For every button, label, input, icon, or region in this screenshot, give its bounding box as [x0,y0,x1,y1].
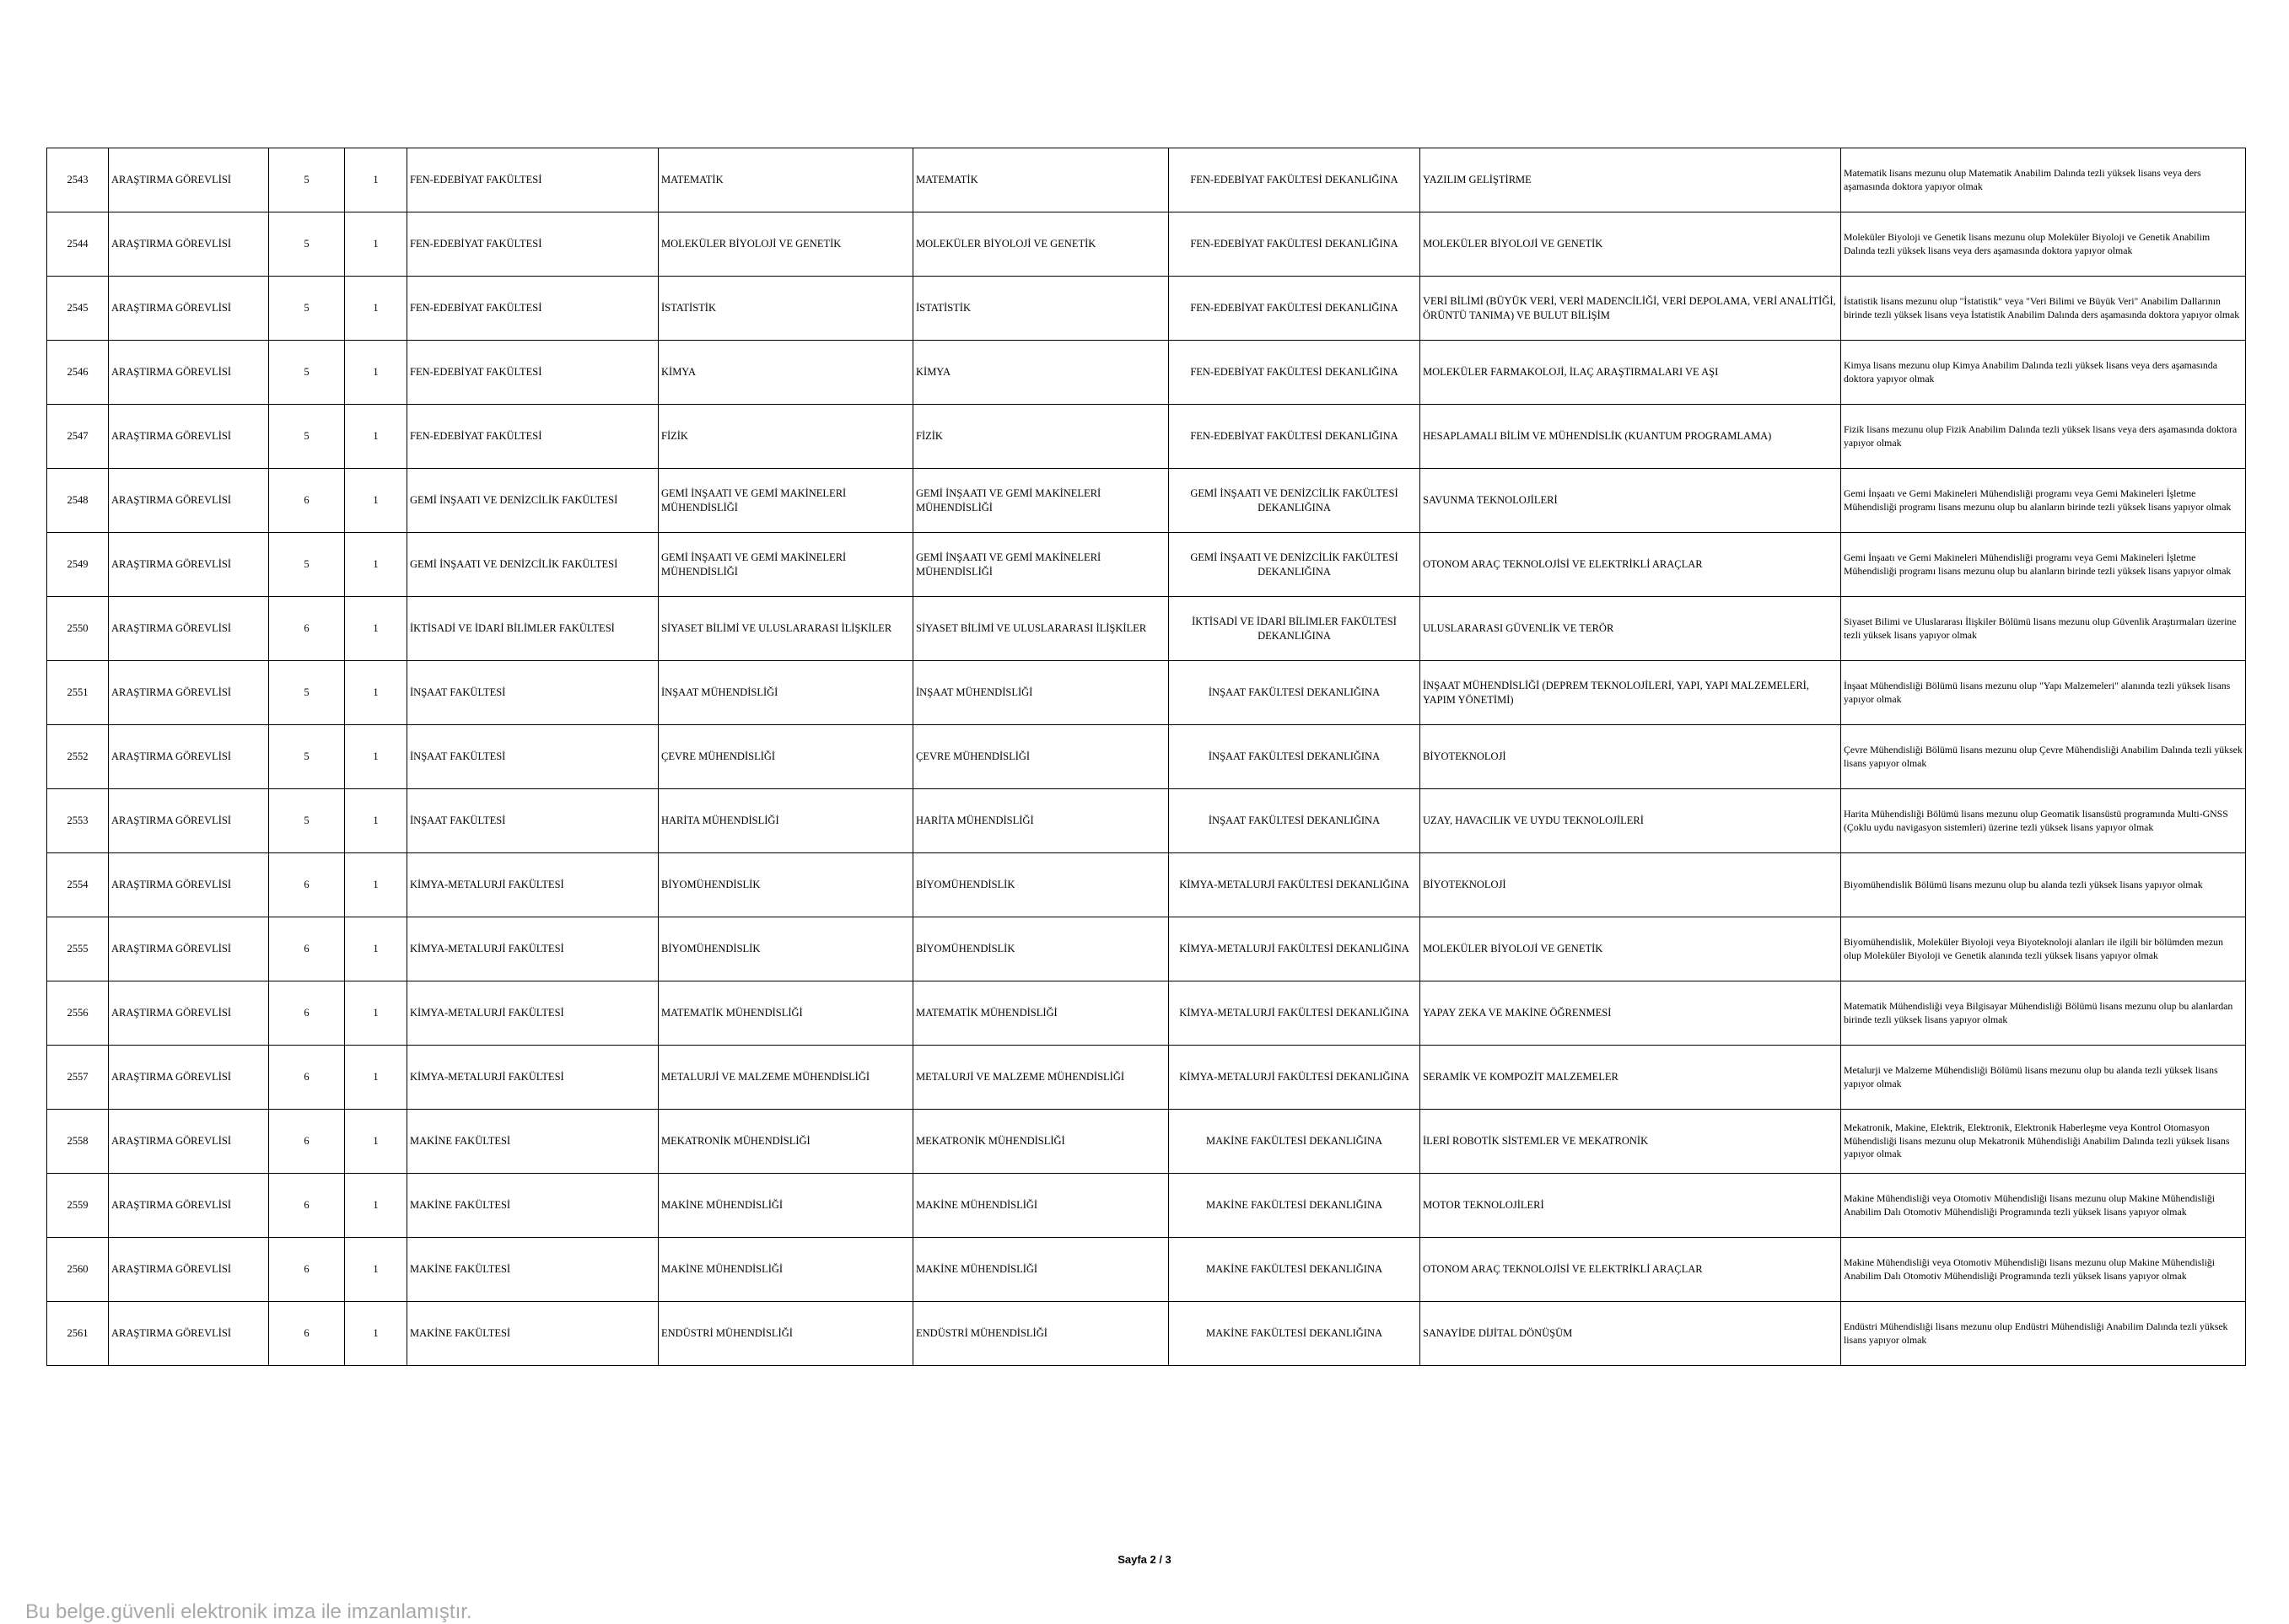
table-body [47,148,2246,1366]
cell-aciklama: İstatistik lisans mezunu olup "İstatistik" veya "Veri Bilimi ve Büyük Veri" Anabilim Dallarının birinde tezli yüksek lisans veya İstatistik Anabilim Dalında ders aşamasında doktora yapıyor olmak [1841,277,2246,341]
cell-ilan-no: 2546 [47,341,109,405]
cell-kadro-unvani: ARAŞTIRMA GÖREVLİSİ [109,1302,269,1366]
cell-ilan-no: 2544 [47,212,109,277]
cell-ilan-no: 2560 [47,1238,109,1302]
cell-adet: 1 [345,853,407,917]
cell-bolum: İNŞAAT MÜHENDİSLİĞİ [659,661,913,725]
cell-derece: 6 [269,1238,345,1302]
cell-adet: 1 [345,661,407,725]
cell-fakulte: İNŞAAT FAKÜLTESİ [407,725,659,789]
cell-kadro-unvani: ARAŞTIRMA GÖREVLİSİ [109,917,269,981]
cell-kadro-unvani: ARAŞTIRMA GÖREVLİSİ [109,469,269,533]
cell-basvuru-yeri: GEMİ İNŞAATI VE DENİZCİLİK FAKÜLTESİ DEKANLIĞINA [1169,533,1420,597]
cell-adet: 1 [345,981,407,1046]
table-row [47,212,2246,277]
cell-derece: 6 [269,1174,345,1238]
cell-kadro-unvani: ARAŞTIRMA GÖREVLİSİ [109,661,269,725]
cell-fakulte: FEN-EDEBİYAT FAKÜLTESİ [407,277,659,341]
cell-bolum: MATEMATİK MÜHENDİSLİĞİ [659,981,913,1046]
cell-fakulte: GEMİ İNŞAATI VE DENİZCİLİK FAKÜLTESİ [407,533,659,597]
cell-anabilim-dali: BİYOMÜHENDİSLİK [913,853,1169,917]
cell-fakulte: FEN-EDEBİYAT FAKÜLTESİ [407,212,659,277]
cell-oncelikli-alan: ULUSLARARASI GÜVENLİK VE TERÖR [1420,597,1841,661]
cell-oncelikli-alan: SANAYİDE DİJİTAL DÖNÜŞÜM [1420,1302,1841,1366]
cell-anabilim-dali: GEMİ İNŞAATI VE GEMİ MAKİNELERİ MÜHENDİSLİĞİ [913,533,1169,597]
cell-bolum: METALURJİ VE MALZEME MÜHENDİSLİĞİ [659,1046,913,1110]
table-row [47,661,2246,725]
cell-fakulte: FEN-EDEBİYAT FAKÜLTESİ [407,405,659,469]
cell-oncelikli-alan: SAVUNMA TEKNOLOJİLERİ [1420,469,1841,533]
cell-bolum: BİYOMÜHENDİSLİK [659,853,913,917]
cell-aciklama: Fizik lisans mezunu olup Fizik Anabilim Dalında tezli yüksek lisans veya ders aşamasında doktora yapıyor olmak [1841,405,2246,469]
cell-ilan-no: 2550 [47,597,109,661]
cell-adet: 1 [345,533,407,597]
table-row [47,277,2246,341]
cell-oncelikli-alan: İLERİ ROBOTİK SİSTEMLER VE MEKATRONİK [1420,1110,1841,1174]
cell-aciklama: Makine Mühendisliği veya Otomotiv Mühendisliği lisans mezunu olup Makine Mühendisliği Anabilim Dalı Otomotiv Mühendisliği Programında tezli yüksek lisans yapıyor olmak [1841,1238,2246,1302]
cell-derece: 5 [269,212,345,277]
cell-adet: 1 [345,277,407,341]
cell-adet: 1 [345,917,407,981]
cell-aciklama: Gemi İnşaatı ve Gemi Makineleri Mühendisliği programı veya Gemi Makineleri İşletme Mühendisliği programı lisans mezunu olup bu alanların birinde tezli yüksek lisans yapıyor olmak [1841,533,2246,597]
cell-basvuru-yeri: KİMYA-METALURJİ FAKÜLTESİ DEKANLIĞINA [1169,981,1420,1046]
cell-oncelikli-alan: BİYOTEKNOLOJİ [1420,725,1841,789]
cell-oncelikli-alan: MOLEKÜLER BİYOLOJİ VE GENETİK [1420,212,1841,277]
cell-aciklama: Biyomühendislik, Moleküler Biyoloji veya Biyoteknoloji alanları ile ilgili bir bölümden mezun olup Moleküler Biyoloji ve Genetik alanında tezli yüksek lisans yapıyor olmak [1841,917,2246,981]
cell-adet: 1 [345,469,407,533]
document-table-wrapper [46,148,2246,1366]
cell-fakulte: İKTİSADİ VE İDARİ BİLİMLER FAKÜLTESİ [407,597,659,661]
table-row [47,1174,2246,1238]
cell-basvuru-yeri: MAKİNE FAKÜLTESİ DEKANLIĞINA [1169,1174,1420,1238]
cell-fakulte: MAKİNE FAKÜLTESİ [407,1302,659,1366]
cell-adet: 1 [345,597,407,661]
cell-derece: 6 [269,469,345,533]
cell-ilan-no: 2555 [47,917,109,981]
cell-fakulte: MAKİNE FAKÜLTESİ [407,1238,659,1302]
cell-adet: 1 [345,1302,407,1366]
cell-fakulte: GEMİ İNŞAATI VE DENİZCİLİK FAKÜLTESİ [407,469,659,533]
cell-kadro-unvani: ARAŞTIRMA GÖREVLİSİ [109,341,269,405]
cell-fakulte: FEN-EDEBİYAT FAKÜLTESİ [407,148,659,212]
cell-fakulte: İNŞAAT FAKÜLTESİ [407,661,659,725]
cell-oncelikli-alan: YAPAY ZEKA VE MAKİNE ÖĞRENMESİ [1420,981,1841,1046]
cell-basvuru-yeri: FEN-EDEBİYAT FAKÜLTESİ DEKANLIĞINA [1169,148,1420,212]
cell-anabilim-dali: MOLEKÜLER BİYOLOJİ VE GENETİK [913,212,1169,277]
table-row [47,1302,2246,1366]
cell-oncelikli-alan: MOLEKÜLER BİYOLOJİ VE GENETİK [1420,917,1841,981]
cell-kadro-unvani: ARAŞTIRMA GÖREVLİSİ [109,853,269,917]
cell-kadro-unvani: ARAŞTIRMA GÖREVLİSİ [109,212,269,277]
cell-kadro-unvani: ARAŞTIRMA GÖREVLİSİ [109,277,269,341]
cell-oncelikli-alan: İNŞAAT MÜHENDİSLİĞİ (DEPREM TEKNOLOJİLERİ, YAPI, YAPI MALZEMELERİ, YAPIM YÖNETİMİ) [1420,661,1841,725]
table-row [47,148,2246,212]
cell-kadro-unvani: ARAŞTIRMA GÖREVLİSİ [109,1110,269,1174]
cell-fakulte: MAKİNE FAKÜLTESİ [407,1110,659,1174]
e-signature-watermark: Bu belge.güvenli elektronik imza ile imzanlamıştır. [25,1600,472,1623]
cell-derece: 5 [269,405,345,469]
cell-kadro-unvani: ARAŞTIRMA GÖREVLİSİ [109,1174,269,1238]
cell-oncelikli-alan: HESAPLAMALI BİLİM VE MÜHENDİSLİK (KUANTUM PROGRAMLAMA) [1420,405,1841,469]
cell-basvuru-yeri: FEN-EDEBİYAT FAKÜLTESİ DEKANLIĞINA [1169,277,1420,341]
cell-anabilim-dali: HARİTA MÜHENDİSLİĞİ [913,789,1169,853]
cell-anabilim-dali: BİYOMÜHENDİSLİK [913,917,1169,981]
cell-kadro-unvani: ARAŞTIRMA GÖREVLİSİ [109,533,269,597]
cell-basvuru-yeri: İNŞAAT FAKÜLTESİ DEKANLIĞINA [1169,661,1420,725]
cell-basvuru-yeri: İNŞAAT FAKÜLTESİ DEKANLIĞINA [1169,725,1420,789]
cell-fakulte: FEN-EDEBİYAT FAKÜLTESİ [407,341,659,405]
cell-fakulte: KİMYA-METALURJİ FAKÜLTESİ [407,853,659,917]
cell-kadro-unvani: ARAŞTIRMA GÖREVLİSİ [109,1238,269,1302]
cell-basvuru-yeri: MAKİNE FAKÜLTESİ DEKANLIĞINA [1169,1238,1420,1302]
cell-anabilim-dali: MEKATRONİK MÜHENDİSLİĞİ [913,1110,1169,1174]
table-row [47,597,2246,661]
cell-bolum: GEMİ İNŞAATI VE GEMİ MAKİNELERİ MÜHENDİSLİĞİ [659,469,913,533]
cell-bolum: MAKİNE MÜHENDİSLİĞİ [659,1238,913,1302]
table-row [47,1110,2246,1174]
cell-anabilim-dali: İNŞAAT MÜHENDİSLİĞİ [913,661,1169,725]
cell-aciklama: Metalurji ve Malzeme Mühendisliği Bölümü lisans mezunu olup bu alanda tezli yüksek lisans yapıyor olmak [1841,1046,2246,1110]
cell-anabilim-dali: ÇEVRE MÜHENDİSLİĞİ [913,725,1169,789]
cell-derece: 5 [269,725,345,789]
cell-derece: 5 [269,341,345,405]
cell-aciklama: Makine Mühendisliği veya Otomotiv Mühendisliği lisans mezunu olup Makine Mühendisliği Anabilim Dalı Otomotiv Mühendisliği Programında tezli yüksek lisans yapıyor olmak [1841,1174,2246,1238]
table-row [47,1046,2246,1110]
cell-bolum: GEMİ İNŞAATI VE GEMİ MAKİNELERİ MÜHENDİSLİĞİ [659,533,913,597]
cell-ilan-no: 2545 [47,277,109,341]
cell-aciklama: Endüstri Mühendisliği lisans mezunu olup Endüstri Mühendisliği Anabilim Dalında tezli yüksek lisans yapıyor olmak [1841,1302,2246,1366]
cell-aciklama: Gemi İnşaatı ve Gemi Makineleri Mühendisliği programı veya Gemi Makineleri İşletme Mühendisliği programı lisans mezunu olup bu alanların birinde tezli yüksek lisans yapıyor olmak [1841,469,2246,533]
cell-ilan-no: 2549 [47,533,109,597]
cell-derece: 6 [269,981,345,1046]
table-row [47,981,2246,1046]
cell-adet: 1 [345,212,407,277]
cell-ilan-no: 2553 [47,789,109,853]
cell-fakulte: MAKİNE FAKÜLTESİ [407,1174,659,1238]
cell-bolum: MAKİNE MÜHENDİSLİĞİ [659,1174,913,1238]
cell-basvuru-yeri: MAKİNE FAKÜLTESİ DEKANLIĞINA [1169,1110,1420,1174]
cell-derece: 5 [269,148,345,212]
cell-oncelikli-alan: MOLEKÜLER FARMAKOLOJİ, İLAÇ ARAŞTIRMALARI VE AŞI [1420,341,1841,405]
cell-anabilim-dali: MAKİNE MÜHENDİSLİĞİ [913,1238,1169,1302]
cell-adet: 1 [345,148,407,212]
cell-derece: 6 [269,1046,345,1110]
cell-basvuru-yeri: KİMYA-METALURJİ FAKÜLTESİ DEKANLIĞINA [1169,917,1420,981]
table-row [47,533,2246,597]
cell-kadro-unvani: ARAŞTIRMA GÖREVLİSİ [109,148,269,212]
cell-oncelikli-alan: OTONOM ARAÇ TEKNOLOJİSİ VE ELEKTRİKLİ ARAÇLAR [1420,533,1841,597]
cell-aciklama: Matematik Mühendisliği veya Bilgisayar Mühendisliği Bölümü lisans mezunu olup bu alanlardan birinde tezli yüksek lisans yapıyor olmak [1841,981,2246,1046]
cell-anabilim-dali: METALURJİ VE MALZEME MÜHENDİSLİĞİ [913,1046,1169,1110]
cell-derece: 6 [269,917,345,981]
cell-aciklama: Siyaset Bilimi ve Uluslararası İlişkiler Bölümü lisans mezunu olup Güvenlik Araştırmaları üzerine tezli yüksek lisans yapıyor olmak [1841,597,2246,661]
cell-basvuru-yeri: İNŞAAT FAKÜLTESİ DEKANLIĞINA [1169,789,1420,853]
cell-derece: 6 [269,1110,345,1174]
cell-ilan-no: 2543 [47,148,109,212]
cell-ilan-no: 2551 [47,661,109,725]
table-row [47,1238,2246,1302]
cell-aciklama: Kimya lisans mezunu olup Kimya Anabilim Dalında tezli yüksek lisans veya ders aşamasında doktora yapıyor olmak [1841,341,2246,405]
cell-kadro-unvani: ARAŞTIRMA GÖREVLİSİ [109,981,269,1046]
cell-adet: 1 [345,725,407,789]
cell-basvuru-yeri: FEN-EDEBİYAT FAKÜLTESİ DEKANLIĞINA [1169,405,1420,469]
cell-adet: 1 [345,1046,407,1110]
cell-bolum: SİYASET BİLİMİ VE ULUSLARARASI İLİŞKİLER [659,597,913,661]
cell-derece: 6 [269,597,345,661]
cell-bolum: HARİTA MÜHENDİSLİĞİ [659,789,913,853]
cell-aciklama: Biyomühendislik Bölümü lisans mezunu olup bu alanda tezli yüksek lisans yapıyor olmak [1841,853,2246,917]
cell-ilan-no: 2548 [47,469,109,533]
cell-anabilim-dali: KİMYA [913,341,1169,405]
cell-ilan-no: 2554 [47,853,109,917]
cell-fakulte: KİMYA-METALURJİ FAKÜLTESİ [407,917,659,981]
cell-adet: 1 [345,1110,407,1174]
cell-derece: 5 [269,277,345,341]
cell-basvuru-yeri: FEN-EDEBİYAT FAKÜLTESİ DEKANLIĞINA [1169,212,1420,277]
cell-adet: 1 [345,789,407,853]
cell-anabilim-dali: MAKİNE MÜHENDİSLİĞİ [913,1174,1169,1238]
cell-anabilim-dali: MATEMATİK [913,148,1169,212]
cell-adet: 1 [345,341,407,405]
cell-anabilim-dali: SİYASET BİLİMİ VE ULUSLARARASI İLİŞKİLER [913,597,1169,661]
cell-bolum: ÇEVRE MÜHENDİSLİĞİ [659,725,913,789]
cell-ilan-no: 2561 [47,1302,109,1366]
cell-kadro-unvani: ARAŞTIRMA GÖREVLİSİ [109,789,269,853]
cell-anabilim-dali: İSTATİSTİK [913,277,1169,341]
cell-oncelikli-alan: BİYOTEKNOLOJİ [1420,853,1841,917]
cell-kadro-unvani: ARAŞTIRMA GÖREVLİSİ [109,1046,269,1110]
cell-basvuru-yeri: MAKİNE FAKÜLTESİ DEKANLIĞINA [1169,1302,1420,1366]
cell-aciklama: Moleküler Biyoloji ve Genetik lisans mezunu olup Moleküler Biyoloji ve Genetik Anabilim Dalında tezli yüksek lisans veya ders aşamasında doktora yapıyor olmak [1841,212,2246,277]
table-row [47,917,2246,981]
cell-oncelikli-alan: VERİ BİLİMİ (BÜYÜK VERİ, VERİ MADENCİLİĞİ, VERİ DEPOLAMA, VERİ ANALİTİĞİ, ÖRÜNTÜ TANIMA) VE BULUT BİLİŞİM [1420,277,1841,341]
cell-bolum: KİMYA [659,341,913,405]
cell-derece: 5 [269,533,345,597]
cell-basvuru-yeri: FEN-EDEBİYAT FAKÜLTESİ DEKANLIĞINA [1169,341,1420,405]
cell-aciklama: Harita Mühendisliği Bölümü lisans mezunu olup Geomatik lisansüstü programında Multi-GNSS (Çoklu uydu navigasyon sistemleri) üzerine tezli yüksek lisans yapıyor olmak [1841,789,2246,853]
cell-adet: 1 [345,1174,407,1238]
cell-derece: 6 [269,1302,345,1366]
table-row [47,405,2246,469]
cell-anabilim-dali: GEMİ İNŞAATI VE GEMİ MAKİNELERİ MÜHENDİSLİĞİ [913,469,1169,533]
cell-kadro-unvani: ARAŞTIRMA GÖREVLİSİ [109,405,269,469]
cell-derece: 5 [269,661,345,725]
cell-ilan-no: 2556 [47,981,109,1046]
cell-bolum: MEKATRONİK MÜHENDİSLİĞİ [659,1110,913,1174]
cell-fakulte: KİMYA-METALURJİ FAKÜLTESİ [407,981,659,1046]
table-row [47,341,2246,405]
table-row [47,469,2246,533]
cell-bolum: İSTATİSTİK [659,277,913,341]
cell-ilan-no: 2552 [47,725,109,789]
cell-ilan-no: 2558 [47,1110,109,1174]
cell-anabilim-dali: FİZİK [913,405,1169,469]
cell-aciklama: Çevre Mühendisliği Bölümü lisans mezunu olup Çevre Mühendisliği Anabilim Dalında tezli yüksek lisans yapıyor olmak [1841,725,2246,789]
cell-bolum: FİZİK [659,405,913,469]
table-row [47,725,2246,789]
cell-kadro-unvani: ARAŞTIRMA GÖREVLİSİ [109,725,269,789]
cell-oncelikli-alan: UZAY, HAVACILIK VE UYDU TEKNOLOJİLERİ [1420,789,1841,853]
cell-adet: 1 [345,405,407,469]
cell-oncelikli-alan: MOTOR TEKNOLOJİLERİ [1420,1174,1841,1238]
cell-ilan-no: 2559 [47,1174,109,1238]
cell-anabilim-dali: MATEMATİK MÜHENDİSLİĞİ [913,981,1169,1046]
cell-basvuru-yeri: KİMYA-METALURJİ FAKÜLTESİ DEKANLIĞINA [1169,853,1420,917]
cell-ilan-no: 2557 [47,1046,109,1110]
cell-ilan-no: 2547 [47,405,109,469]
cell-adet: 1 [345,1238,407,1302]
cell-kadro-unvani: ARAŞTIRMA GÖREVLİSİ [109,597,269,661]
page-number: Sayfa 2 / 3 [1118,1553,1171,1566]
cell-oncelikli-alan: SERAMİK VE KOMPOZİT MALZEMELER [1420,1046,1841,1110]
cell-bolum: BİYOMÜHENDİSLİK [659,917,913,981]
cell-anabilim-dali: ENDÜSTRİ MÜHENDİSLİĞİ [913,1302,1169,1366]
cell-fakulte: İNŞAAT FAKÜLTESİ [407,789,659,853]
cell-derece: 5 [269,789,345,853]
table-row [47,789,2246,853]
cell-basvuru-yeri: İKTİSADİ VE İDARİ BİLİMLER FAKÜLTESİ DEKANLIĞINA [1169,597,1420,661]
cell-aciklama: Matematik lisans mezunu olup Matematik Anabilim Dalında tezli yüksek lisans veya ders aşamasında doktora yapıyor olmak [1841,148,2246,212]
cell-basvuru-yeri: GEMİ İNŞAATI VE DENİZCİLİK FAKÜLTESİ DEKANLIĞINA [1169,469,1420,533]
cell-bolum: MATEMATİK [659,148,913,212]
table-row [47,853,2246,917]
cell-derece: 6 [269,853,345,917]
cell-bolum: ENDÜSTRİ MÜHENDİSLİĞİ [659,1302,913,1366]
cell-aciklama: İnşaat Mühendisliği Bölümü lisans mezunu olup "Yapı Malzemeleri" alanında tezli yüksek lisans yapıyor olmak [1841,661,2246,725]
cell-aciklama: Mekatronik, Makine, Elektrik, Elektronik, Elektronik Haberleşme veya Kontrol Otomasyon Mühendisliği lisans mezunu olup Mekatronik Mühendisliği Anabilim Dalında tezli yüksek lisans yapıyor olmak [1841,1110,2246,1174]
cell-bolum: MOLEKÜLER BİYOLOJİ VE GENETİK [659,212,913,277]
cell-fakulte: KİMYA-METALURJİ FAKÜLTESİ [407,1046,659,1110]
positions-table [46,148,2246,1366]
cell-oncelikli-alan: YAZILIM GELİŞTİRME [1420,148,1841,212]
cell-basvuru-yeri: KİMYA-METALURJİ FAKÜLTESİ DEKANLIĞINA [1169,1046,1420,1110]
cell-oncelikli-alan: OTONOM ARAÇ TEKNOLOJİSİ VE ELEKTRİKLİ ARAÇLAR [1420,1238,1841,1302]
